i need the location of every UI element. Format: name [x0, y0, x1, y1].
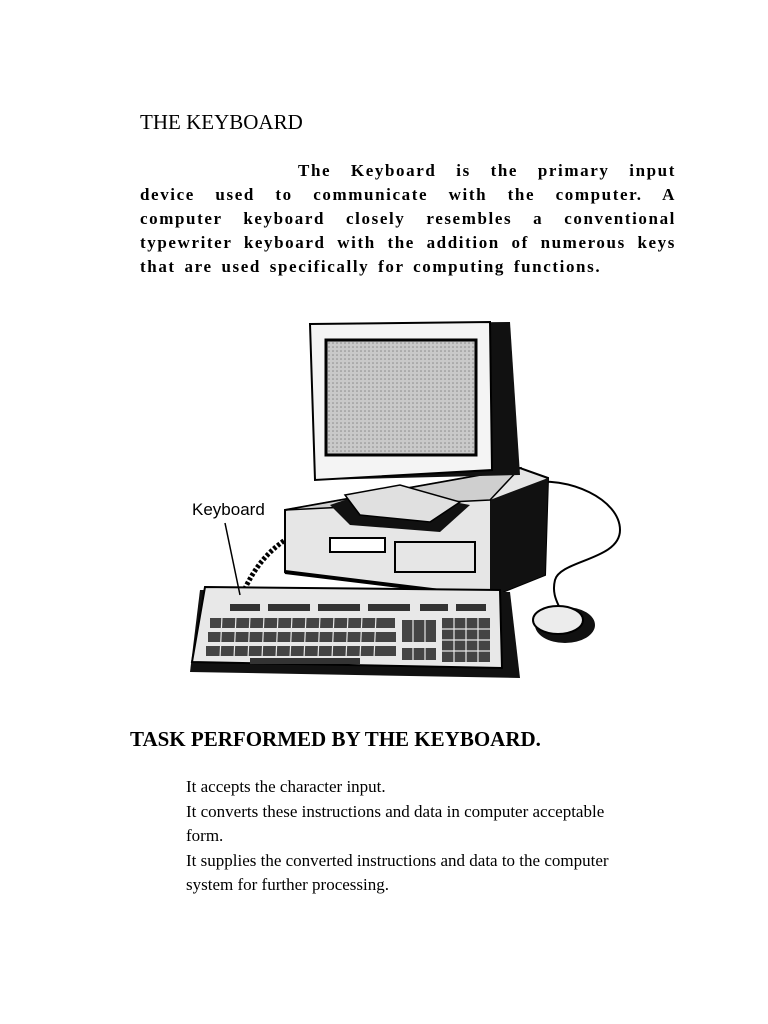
list-item: It converts these instructions and data in computer acceptable form. [186, 801, 605, 845]
list-item: It accepts the character input. [186, 777, 386, 796]
section-title-tasks: TASK PERFORMED BY THE KEYBOARD. [130, 727, 541, 751]
task-list [186, 775, 636, 898]
keyboard-callout-label: Keyboard [192, 500, 265, 519]
list-item: It supplies the converted instructions and data to the computer system for further processing. [186, 850, 609, 894]
intro-paragraph: The Keyboard is the primary input device used to communicate with the computer. A computer keyboard closely resembles a conventional typewriter keyboard with the addition of numerous keys that are used specifically for computing functions. [140, 161, 676, 276]
section-title-keyboard: THE KEYBOARD [140, 110, 303, 134]
